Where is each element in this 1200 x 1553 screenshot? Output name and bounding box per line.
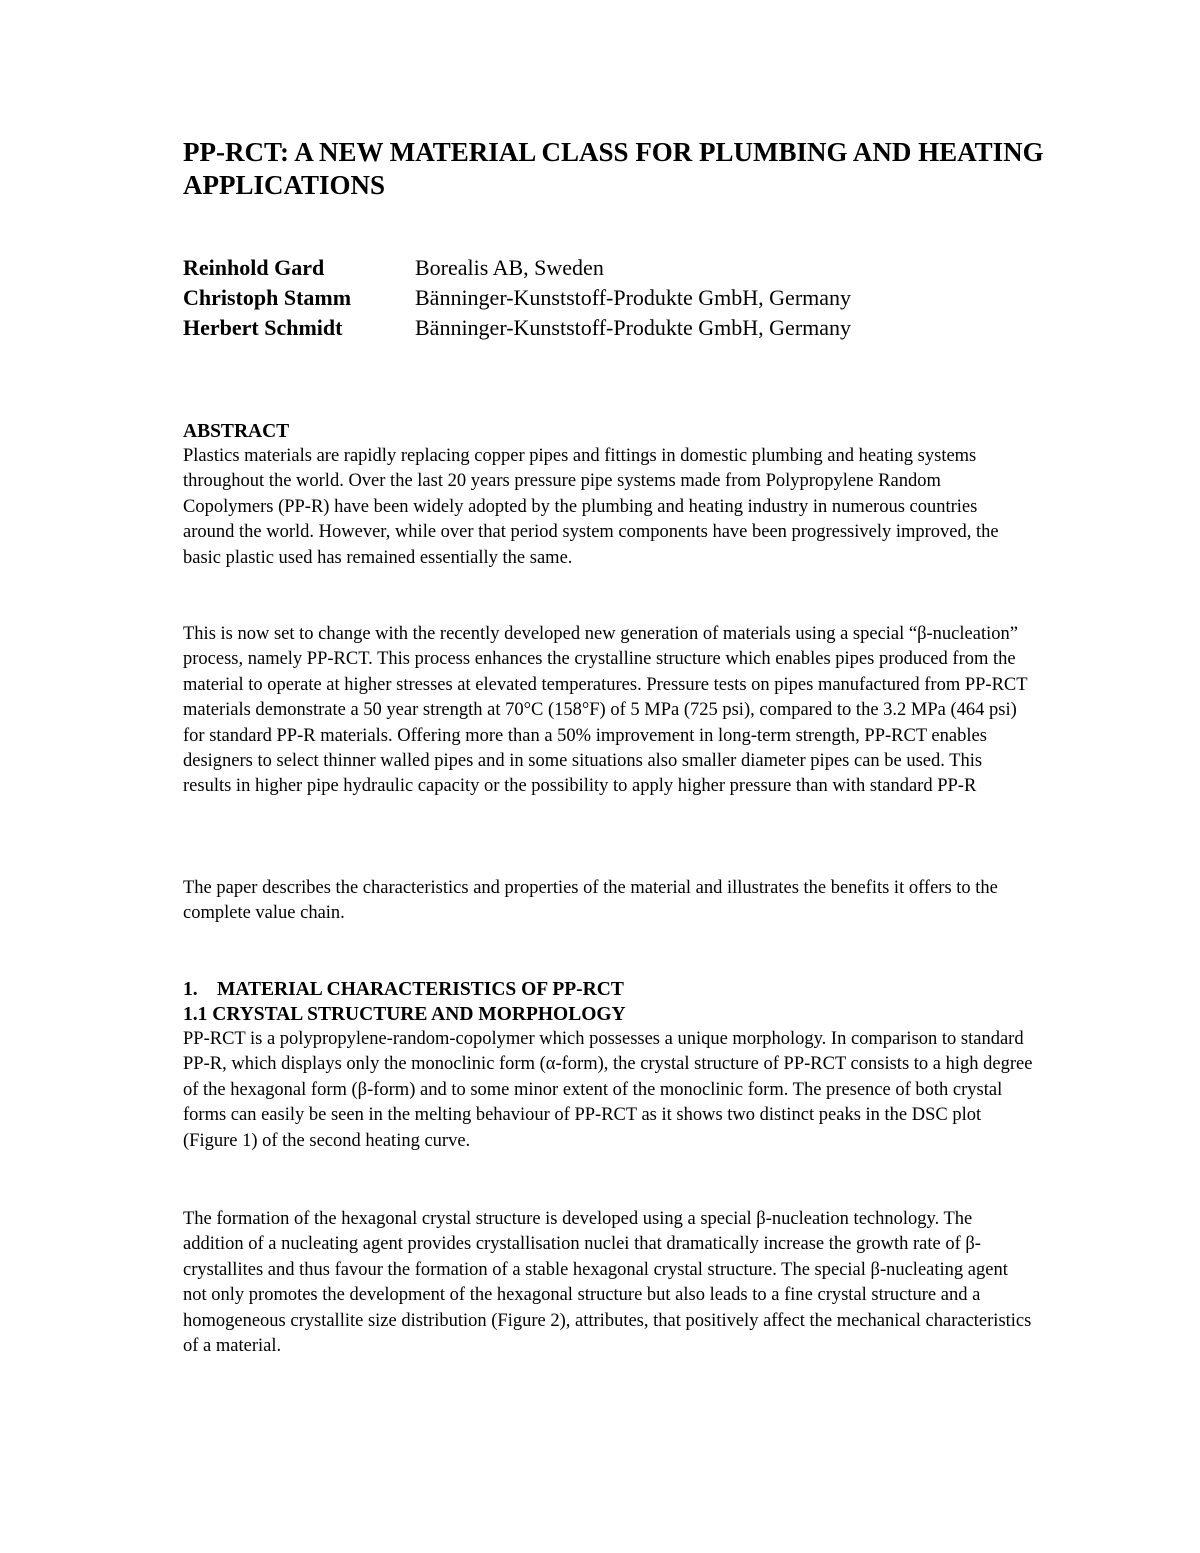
section-1 bbox=[183, 977, 1033, 1154]
author-name: Herbert Schmidt bbox=[183, 315, 343, 340]
abstract-paragraph: This is now set to change with the recently developed new generation of materials using a special “β-nucleation” process, namely PP-RCT. This process enhances the crystalline structure which enables pipes produced from the material to operate at higher stresses at elevated temperatures. Pressure tests on pipes manufactured from PP-RCT materials demonstrate a 50 year strength at 70°C (158°F) of 5 MPa (725 psi), compared to the 3.2 MPa (464 psi) for standard PP-R materials. Offering more than a 50% improvement in long-term strength, PP-RCT enables designers to select thinner walled pipes and in some situations also smaller diameter pipes can be used. This results in higher pipe hydraulic capacity or the possibility to apply higher pressure than with standard PP-R bbox=[183, 624, 1028, 797]
author-name: Reinhold Gard bbox=[183, 255, 325, 280]
author-row bbox=[183, 253, 1063, 283]
abstract-paragraph: Plastics materials are rapidly replacing copper pipes and fittings in domestic plumbing and heating systems throughout the world. Over the last 20 years pressure pipe systems made from Polypropylene Random Copolymers (PP-R) have been widely adopted by the plumbing and heating industry in numerous countries around the world. However, while over that period system components have been progressively improved, the basic plastic used has remained essentially the same. bbox=[183, 446, 999, 568]
section-number: 1. bbox=[183, 979, 198, 1000]
abstract-section bbox=[183, 419, 1033, 571]
subsection-heading: 1.1 CRYSTAL STRUCTURE AND MORPHOLOGY bbox=[183, 1004, 626, 1025]
body-paragraph-block bbox=[183, 1207, 1033, 1359]
body-paragraph: The formation of the hexagonal crystal structure is developed using a special β-nucleation technology. The addition of a nucleating agent provides crystallisation nuclei that dramatically increase the growth rate of β-crystallites and thus favour the formation of a stable hexagonal crystal structure. The special β-nucleating agent not only promotes the development of the hexagonal structure but also leads to a fine crystal structure and a homogeneous crystallite size distribution (Figure 2), attributes, that positively affect the mechanical characteristics of a material. bbox=[183, 1209, 1032, 1357]
abstract-paragraph-block bbox=[183, 622, 1033, 800]
author-affiliation: Borealis AB, Sweden bbox=[415, 255, 604, 280]
abstract-paragraph-block bbox=[183, 876, 1033, 927]
author-name: Christoph Stamm bbox=[183, 285, 352, 310]
author-row bbox=[183, 283, 1063, 313]
section-title: MATERIAL CHARACTERISTICS OF PP-RCT bbox=[217, 979, 624, 1000]
section-heading bbox=[183, 977, 1033, 1002]
author-affiliation: Bänninger-Kunststoff-Produkte GmbH, Germany bbox=[415, 315, 852, 340]
author-affiliation: Bänninger-Kunststoff-Produkte GmbH, Germany bbox=[415, 285, 852, 310]
abstract-heading: ABSTRACT bbox=[183, 421, 290, 442]
body-paragraph: PP-RCT is a polypropylene-random-copolymer which possesses a unique morphology. In comparison to standard PP-R, which displays only the monoclinic form (α-form), the crystal structure of PP-RCT consists to a high degree of the hexagonal form (β-form) and to some minor extent of the monoclinic form. The presence of both crystal forms can easily be seen in the melting behaviour of PP-RCT as it shows two distinct peaks in the DSC plot (Figure 1) of the second heating curve. bbox=[183, 1029, 1033, 1151]
author-list bbox=[183, 253, 1063, 343]
author-row bbox=[183, 313, 1063, 343]
abstract-paragraph: The paper describes the characteristics and properties of the material and illustrates the benefits it offers to the complete value chain. bbox=[183, 878, 998, 924]
paper-title: PP-RCT: A NEW MATERIAL CLASS FOR PLUMBING AND HEATING APPLICATIONS bbox=[183, 137, 1044, 200]
